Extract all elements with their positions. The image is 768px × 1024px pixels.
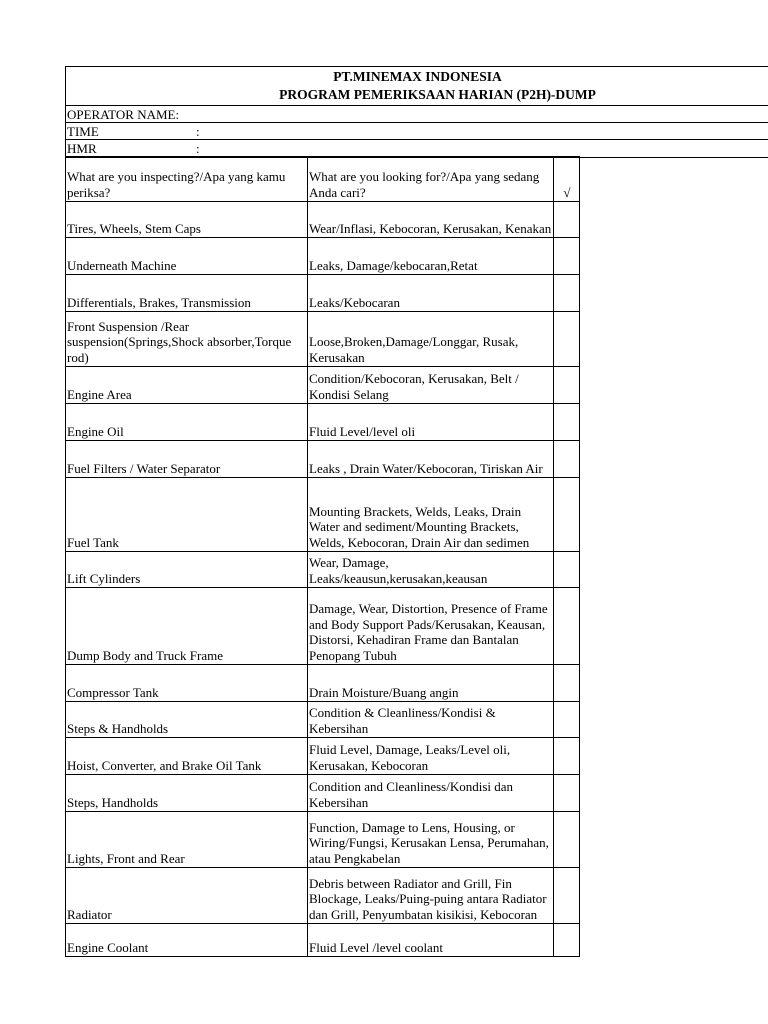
check-cell[interactable] [554, 238, 580, 275]
look-for: Condition and Cleanliness/Kondisi dan Kebersihan [308, 775, 554, 812]
look-for: Fluid Level/level oli [308, 404, 554, 441]
look-for: Leaks, Damage/kebocaran,Retat [308, 238, 554, 275]
table-row [66, 738, 580, 775]
table-row [66, 775, 580, 812]
look-for: Leaks , Drain Water/Kebocoran, Tiriskan Air [308, 441, 554, 478]
inspect-item: Tires, Wheels, Stem Caps [66, 202, 308, 238]
inspect-item: Fuel Filters / Water Separator [66, 441, 308, 478]
look-for: Function, Damage to Lens, Housing, or Wiring/Fungsi, Kerusakan Lensa, Perumahan, atau Pengkabelan [308, 812, 554, 868]
table-row [66, 702, 580, 738]
look-for: Wear, Damage, Leaks/keausun,kerusakan,keausan [308, 552, 554, 588]
table-row [66, 312, 580, 367]
check-cell[interactable] [554, 367, 580, 404]
company-name: PT.MINEMAX INDONESIA [333, 69, 502, 84]
look-for: Wear/Inflasi, Kebocoran, Kerusakan, Kenakan [308, 202, 554, 238]
check-cell[interactable] [554, 441, 580, 478]
look-for: Mounting Brackets, Welds, Leaks, Drain Water and sediment/Mounting Brackets, Welds, Kebocoran, Drain Air dan sedimen [308, 478, 554, 552]
table-row [66, 665, 580, 702]
operator-row [65, 105, 768, 123]
inspect-item: Steps, Handholds [66, 775, 308, 812]
table-row [66, 275, 580, 312]
table-row [66, 588, 580, 665]
check-cell[interactable] [554, 738, 580, 775]
check-cell[interactable] [554, 924, 580, 957]
check-cell[interactable] [554, 868, 580, 924]
look-for: Drain Moisture/Buang angin [308, 665, 554, 702]
inspect-item: Differentials, Brakes, Transmission [66, 275, 308, 312]
look-for: Debris between Radiator and Grill, Fin Blockage, Leaks/Puing-puing antara Radiator dan Grill, Penyumbatan kisikisi, Kebocoran [308, 868, 554, 924]
inspect-item: Radiator [66, 868, 308, 924]
table-row [66, 552, 580, 588]
table-row [66, 812, 580, 868]
col-inspecting-header: What are you inspecting?/Apa yang kamu periksa? [66, 157, 308, 202]
inspect-item: Underneath Machine [66, 238, 308, 275]
inspect-item: Hoist, Converter, and Brake Oil Tank [66, 738, 308, 775]
inspect-item: Fuel Tank [66, 478, 308, 552]
table-row [66, 202, 580, 238]
inspect-item: Engine Area [66, 367, 308, 404]
inspect-item: Engine Oil [66, 404, 308, 441]
look-for: Condition/Kebocoran, Kerusakan, Belt / Kondisi Selang [308, 367, 554, 404]
table-row [66, 367, 580, 404]
table-row [66, 924, 580, 957]
table-row [66, 238, 580, 275]
check-cell[interactable] [554, 478, 580, 552]
look-for: Loose,Broken,Damage/Longgar, Rusak, Kerusakan [308, 312, 554, 367]
inspect-item: Steps & Handholds [66, 702, 308, 738]
table-row [66, 478, 580, 552]
check-cell[interactable] [554, 702, 580, 738]
col-looking-for-header: What are you looking for?/Apa yang sedang Anda cari? [308, 157, 554, 202]
table-row [66, 404, 580, 441]
look-for: Leaks/Kebocaran [308, 275, 554, 312]
inspect-item: Lift Cylinders [66, 552, 308, 588]
look-for: Fluid Level, Damage, Leaks/Level oli, Kerusakan, Kebocoran [308, 738, 554, 775]
inspect-item: Lights, Front and Rear [66, 812, 308, 868]
inspect-item: Compressor Tank [66, 665, 308, 702]
check-cell[interactable] [554, 665, 580, 702]
check-mark-icon: √ [554, 157, 580, 202]
check-cell[interactable] [554, 312, 580, 367]
table-row [66, 441, 580, 478]
program-row [65, 85, 768, 105]
check-cell[interactable] [554, 812, 580, 868]
check-cell[interactable] [554, 552, 580, 588]
check-cell[interactable] [554, 588, 580, 665]
look-for: Damage, Wear, Distortion, Presence of Frame and Body Support Pads/Kerusakan, Keausan, Distorsi, Kehadiran Frame dan Bantalan Penopang Tubuh [308, 588, 554, 665]
table-row [66, 868, 580, 924]
check-cell[interactable] [554, 275, 580, 312]
table-header-row [66, 157, 580, 202]
inspect-item: Dump Body and Truck Frame [66, 588, 308, 665]
operator-label: OPERATOR NAME: [67, 107, 180, 122]
check-cell[interactable] [554, 202, 580, 238]
hmr-label: HMR [67, 141, 97, 156]
time-colon: : [196, 124, 200, 139]
look-for: Condition & Cleanliness/Kondisi & Kebersihan [308, 702, 554, 738]
program-title: PROGRAM PEMERIKSAAN HARIAN (P2H)-DUMP [279, 87, 596, 102]
inspection-table [65, 156, 580, 957]
check-cell[interactable] [554, 775, 580, 812]
check-cell[interactable] [554, 404, 580, 441]
time-label: TIME [67, 124, 99, 139]
time-row [65, 122, 768, 140]
company-row [65, 66, 768, 86]
inspect-item: Engine Coolant [66, 924, 308, 957]
hmr-colon: : [196, 141, 200, 156]
inspect-item: Front Suspension /Rear suspension(Springs,Shock absorber,Torque rod) [66, 312, 308, 367]
look-for: Fluid Level /level coolant [308, 924, 554, 957]
